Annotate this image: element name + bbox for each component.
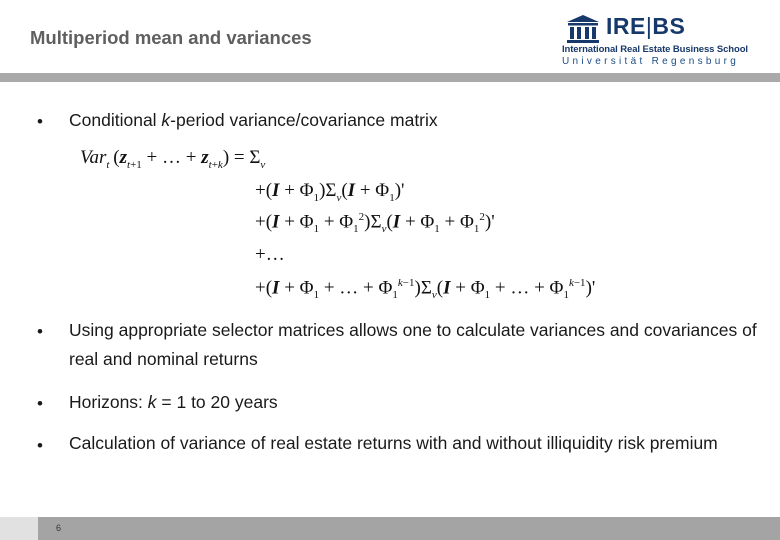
logo-school-name: International Real Estate Business School (562, 44, 748, 55)
page-title: Multiperiod mean and variances (30, 27, 312, 48)
logo-university-name: Universität Regensburg (562, 56, 740, 67)
bullet-text-3 (69, 388, 759, 417)
bullet-3-em: k (147, 392, 157, 412)
logo-wordmark (606, 13, 685, 40)
bullet-text-4: Calculation of variance of real estate returns with and without illiquidity risk premium (69, 433, 718, 453)
formula-line-4: +… (255, 244, 285, 265)
variance-formula (80, 145, 640, 305)
bullet-3-post: = 1 to 20 years (156, 392, 278, 412)
formula-line-2: $+(I + \Phi_1)\Sigma_v(I + \Phi_1)'$ (255, 180, 405, 204)
header-divider (0, 73, 780, 82)
footer-bar (0, 517, 780, 540)
irebs-logo (560, 10, 765, 68)
logo-divider: | (645, 13, 653, 39)
bullet-marker: • (37, 322, 43, 341)
logo-word-thin: BS (652, 13, 686, 39)
bullet-text-2: Using appropriate selector matrices allows one to calculate variances and covariances of real and nominal returns (69, 320, 757, 369)
footer-accent (0, 517, 38, 540)
bullet-1-em: k (161, 110, 171, 130)
bullet-marker: • (37, 436, 43, 455)
bullet-1-pre: Conditional (69, 110, 162, 130)
bullet-1-post: -period variance/covariance matrix (170, 110, 438, 130)
bullet-text-1 (69, 106, 759, 135)
page-number: 6 (56, 523, 62, 533)
building-icon (566, 14, 600, 44)
bullet-marker: • (37, 394, 43, 413)
formula-line-1: Var$_t$ ($z_{t+1}$ + … + $z_{t+k}) = \Sigma_v$ (80, 147, 266, 171)
bullet-marker: • (37, 112, 43, 131)
logo-word-bold: IRE (606, 13, 646, 39)
formula-line-3: $+(I + \Phi_1 + \Phi_1^2)\Sigma_v(I + \Phi_1 + \Phi_1^2)'$ (255, 211, 495, 236)
bullet-3-pre: Horizons: (69, 392, 148, 412)
formula-line-5: $+(I + \Phi_1$ + … + $\Phi_1^{k-1})\Sigma_v(I + \Phi_1$ + … + $\Phi_1^{k-1})'$ (255, 277, 596, 302)
